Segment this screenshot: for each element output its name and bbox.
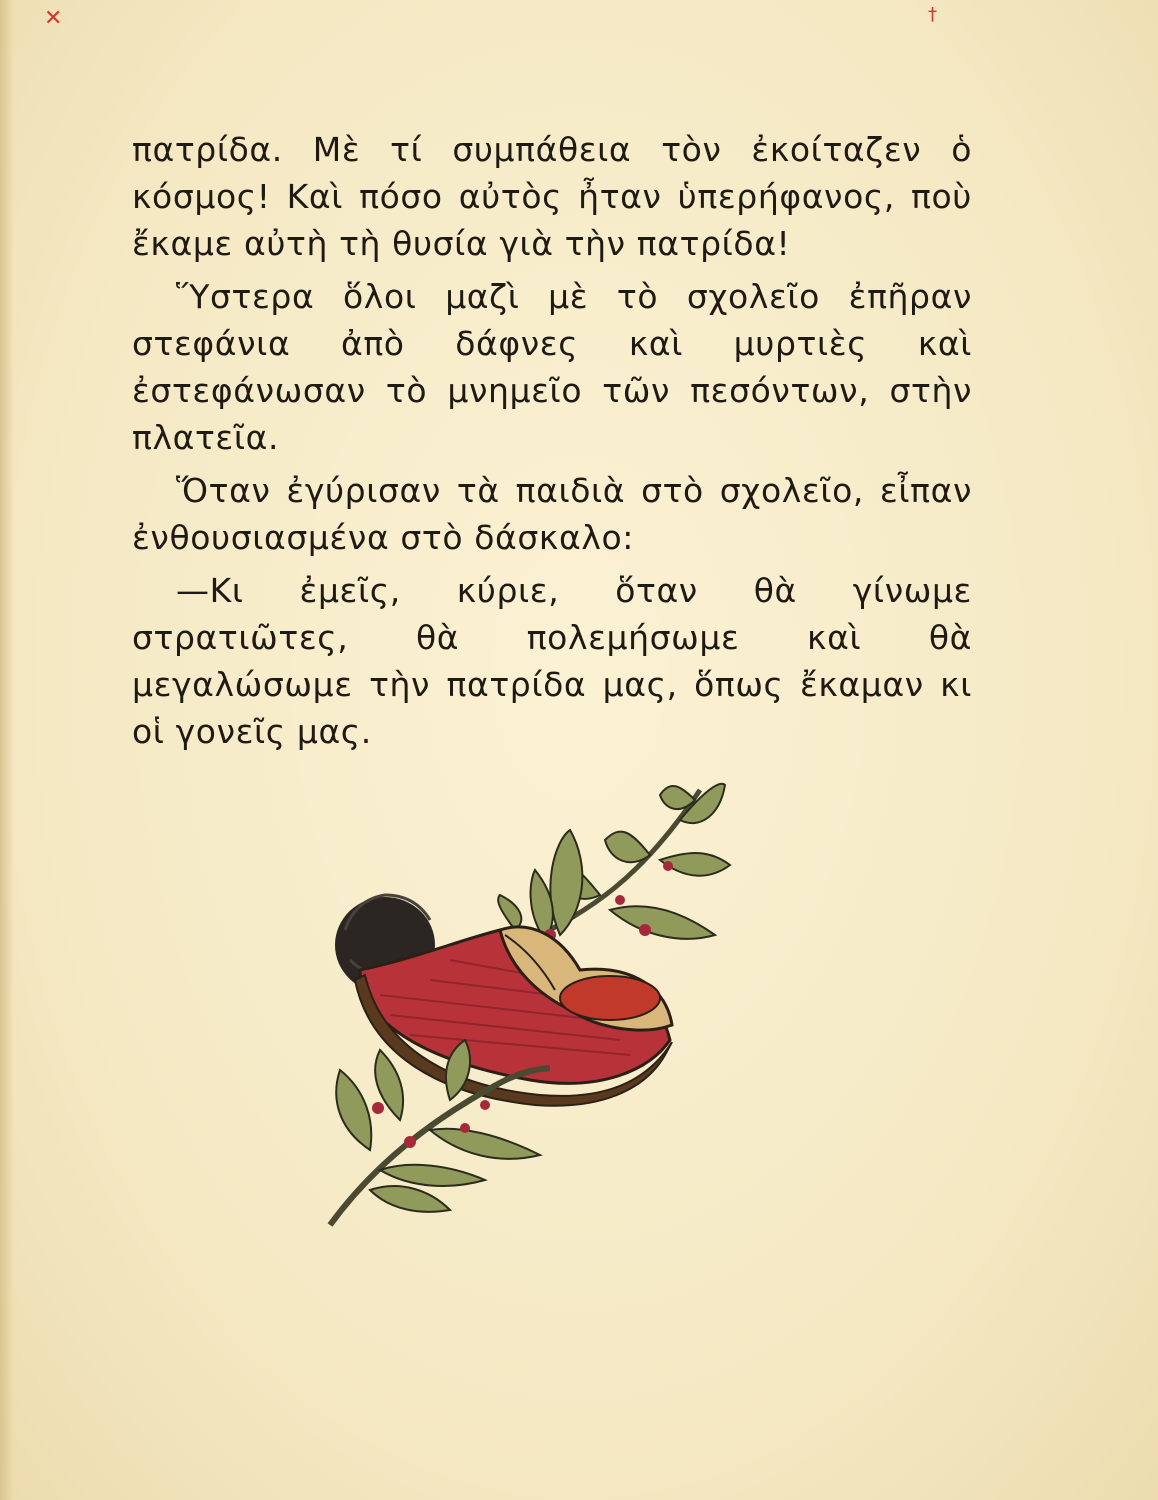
- red-ink-mark-top-left: ✕: [44, 6, 63, 31]
- paragraph-4: —Κι ἐμεῖς, κύριε, ὅταν θὰ γίνωμε στρατιῶτες, θὰ πολεμήσωμε καὶ θὰ μεγαλώσωμε τὴν πατρίδα μας, ὅπως ἔκαμαν κι οἱ γονεῖς μας.: [132, 571, 972, 751]
- paragraph-1: πατρίδα. Μὲ τί συμπάθεια τὸν ἐκοίταζεν ὁ κόσμος! Καὶ πόσο αὐτὸς ἦταν ὑπερήφανος, ποὺ ἔκαμε αὐτὴ τὴ θυσία γιὰ τὴν πατρίδα!: [132, 130, 972, 263]
- paragraph-2: Ὕστερα ὅλοι μαζὶ μὲ τὸ σχολεῖο ἐπῆραν στεφάνια ἀπὸ δάφνες καὶ μυρτιὲς καὶ ἐστεφάνωσαν τὸ μνημεῖο τῶν πεσόντων, στὴν πλατεῖα.: [132, 277, 972, 457]
- red-ink-mark-top-right: †: [928, 4, 937, 25]
- body-text: [132, 126, 972, 761]
- upper-laurel-branch: [498, 784, 730, 941]
- tsarouchi-with-laurel-icon: [300, 770, 760, 1240]
- paragraph-3: Ὅταν ἐγύρισαν τὰ παιδιὰ στὸ σχολεῖο, εἶπαν ἐνθουσιασμένα στὸ δάσκαλο:: [132, 471, 972, 557]
- page-edge-shadow: [0, 0, 14, 1500]
